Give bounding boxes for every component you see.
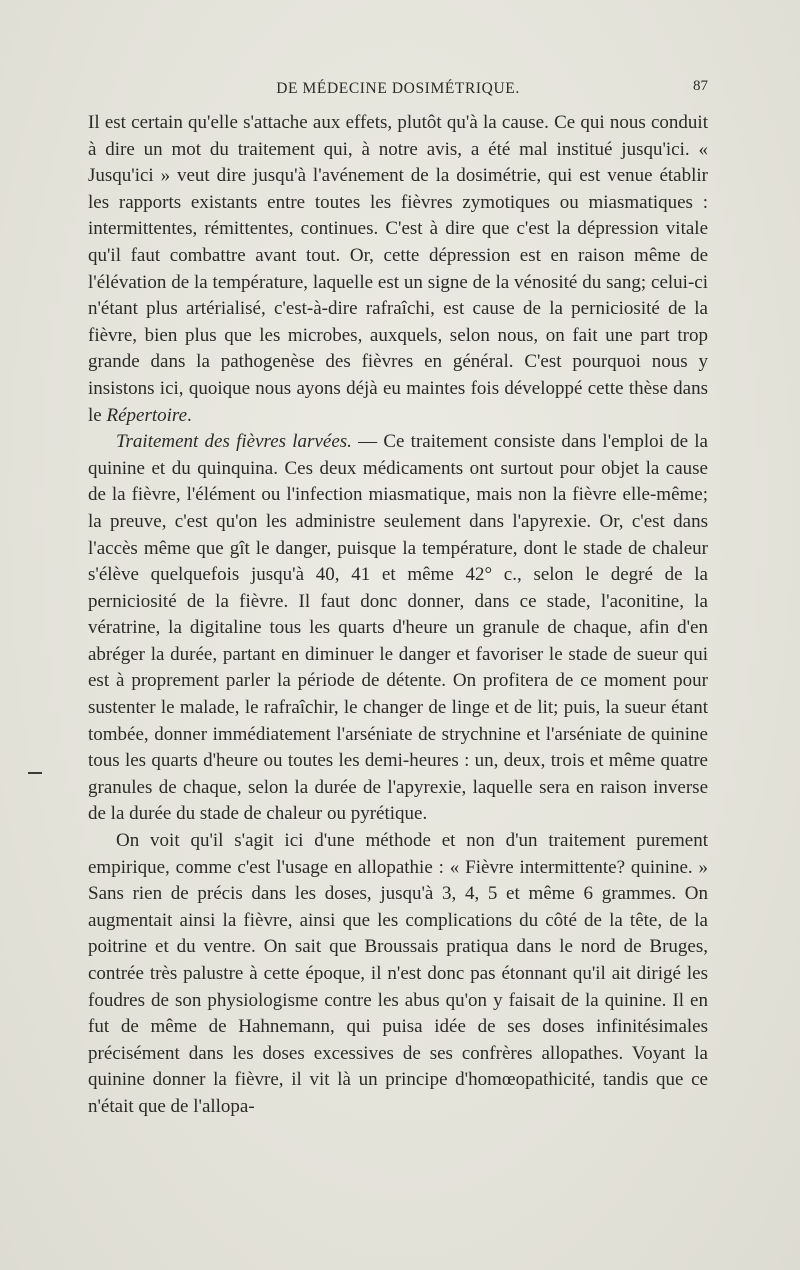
section-heading-fievres-larvees: Traitement des fièvres larvées. bbox=[116, 431, 352, 453]
repertoire-title: Répertoire bbox=[106, 404, 188, 426]
paragraph-2-text: — Ce traitement consiste dans l'emploi de la quinine et du quinquina. Ces deux médicaments ont surtout pour objet la cause de la fièvre, l'élément ou l'infection miasmatique, mais non la fièvre elle-même; la preuve, c'est qu'on les administre seulement dans l'apyrexie. Or, c'est dans l'accès même que gît le danger, puisque la température, dont le stade de chaleur s'élève quelquefois jusqu'à 40, 41 et même 42° c., selon le degré de la perniciosité de la fièvre. Il faut donc donner, dans ce stade, l'aconitine, la vératrine, la digitaline tous les quarts d'heure un granule de chaque, afin d'en abréger la durée, partant en diminuer le danger et favoriser le stade de sueur qui est à proprement parler la période de détente. On profitera de ce moment pour sustenter le malade, le rafraîchir, le changer de linge et de lit; puis, la sueur étant tombée, donner immédiatement l'arséniate de strychnine et l'arséniate de quinine tous les quarts d'heure ou toutes les demi-heures : un, deux, trois et même quatre granules de chaque, selon la durée de l'apyrexie, laquelle sera en raison inverse de la durée du stade de chaleur ou pyrétique. bbox=[88, 431, 708, 825]
paragraph-2 bbox=[88, 429, 708, 828]
paragraph-3-text: On voit qu'il s'agit ici d'une méthode et non d'un traitement purement empirique, comme c'est l'usage en allopathie : « Fièvre intermittente? quinine. » Sans rien de précis dans les doses, jusqu'à 3, 4, 5 et même 6 grammes. On augmentait ainsi la fièvre, ainsi que les complications du côté de la tête, de la poitrine et du ventre. On sait que Broussais pratiqua dans le nord de Bruges, contrée très palustre à cette époque, il n'est donc pas étonnant qu'il ait dirigé les foudres de son physiologisme contre les abus qu'on y faisait de la quinine. Il en fut de même de Hahnemann, qui puisa idée de ses doses infinitésimales précisément dans les doses excessives de ses confrères allopathes. Voyant la quinine donner la fièvre, il vit là un principe d'homœopathicité, tandis que ce n'était que de l'allopa- bbox=[88, 830, 708, 1117]
paragraph-1-text: Il est certain qu'elle s'attache aux effets, plutôt qu'à la cause. Ce qui nous conduit à dire un mot du traitement qui, à notre avis, a été mal institué jusqu'ici. « Jusqu'ici » veut dire jusqu'à l'avénement de la dosimétrie, qui est venue établir les rapports existants entre toutes les fièvres zymotiques ou miasmatiques : intermittentes, rémittentes, continues. C'est à dire que c'est la dépression vitale qu'il faut combattre avant tout. Or, cette dépression est en raison même de l'élévation de la température, laquelle est un signe de la vénosité du sang; celui-ci n'étant plus artérialisé, c'est-à-dire rafraîchi, est cause de la perniciosité de la fièvre, bien plus que les microbes, auxquels, selon nous, on fait une part trop grande dans la pathogenèse des fièvres en général. C'est pourquoi nous y insistons ici, quoique nous ayons déjà eu maintes fois développé cette thèse dans le bbox=[88, 112, 708, 426]
running-title: DE MÉDECINE DOSIMÉTRIQUE. bbox=[276, 80, 520, 97]
paragraph-3 bbox=[88, 828, 708, 1121]
margin-dash-mark bbox=[28, 772, 42, 774]
body-text bbox=[88, 110, 708, 1121]
page-header bbox=[88, 80, 708, 104]
page-number: 87 bbox=[693, 78, 708, 94]
paragraph-1 bbox=[88, 110, 708, 429]
paragraph-1-end: . bbox=[187, 404, 192, 426]
